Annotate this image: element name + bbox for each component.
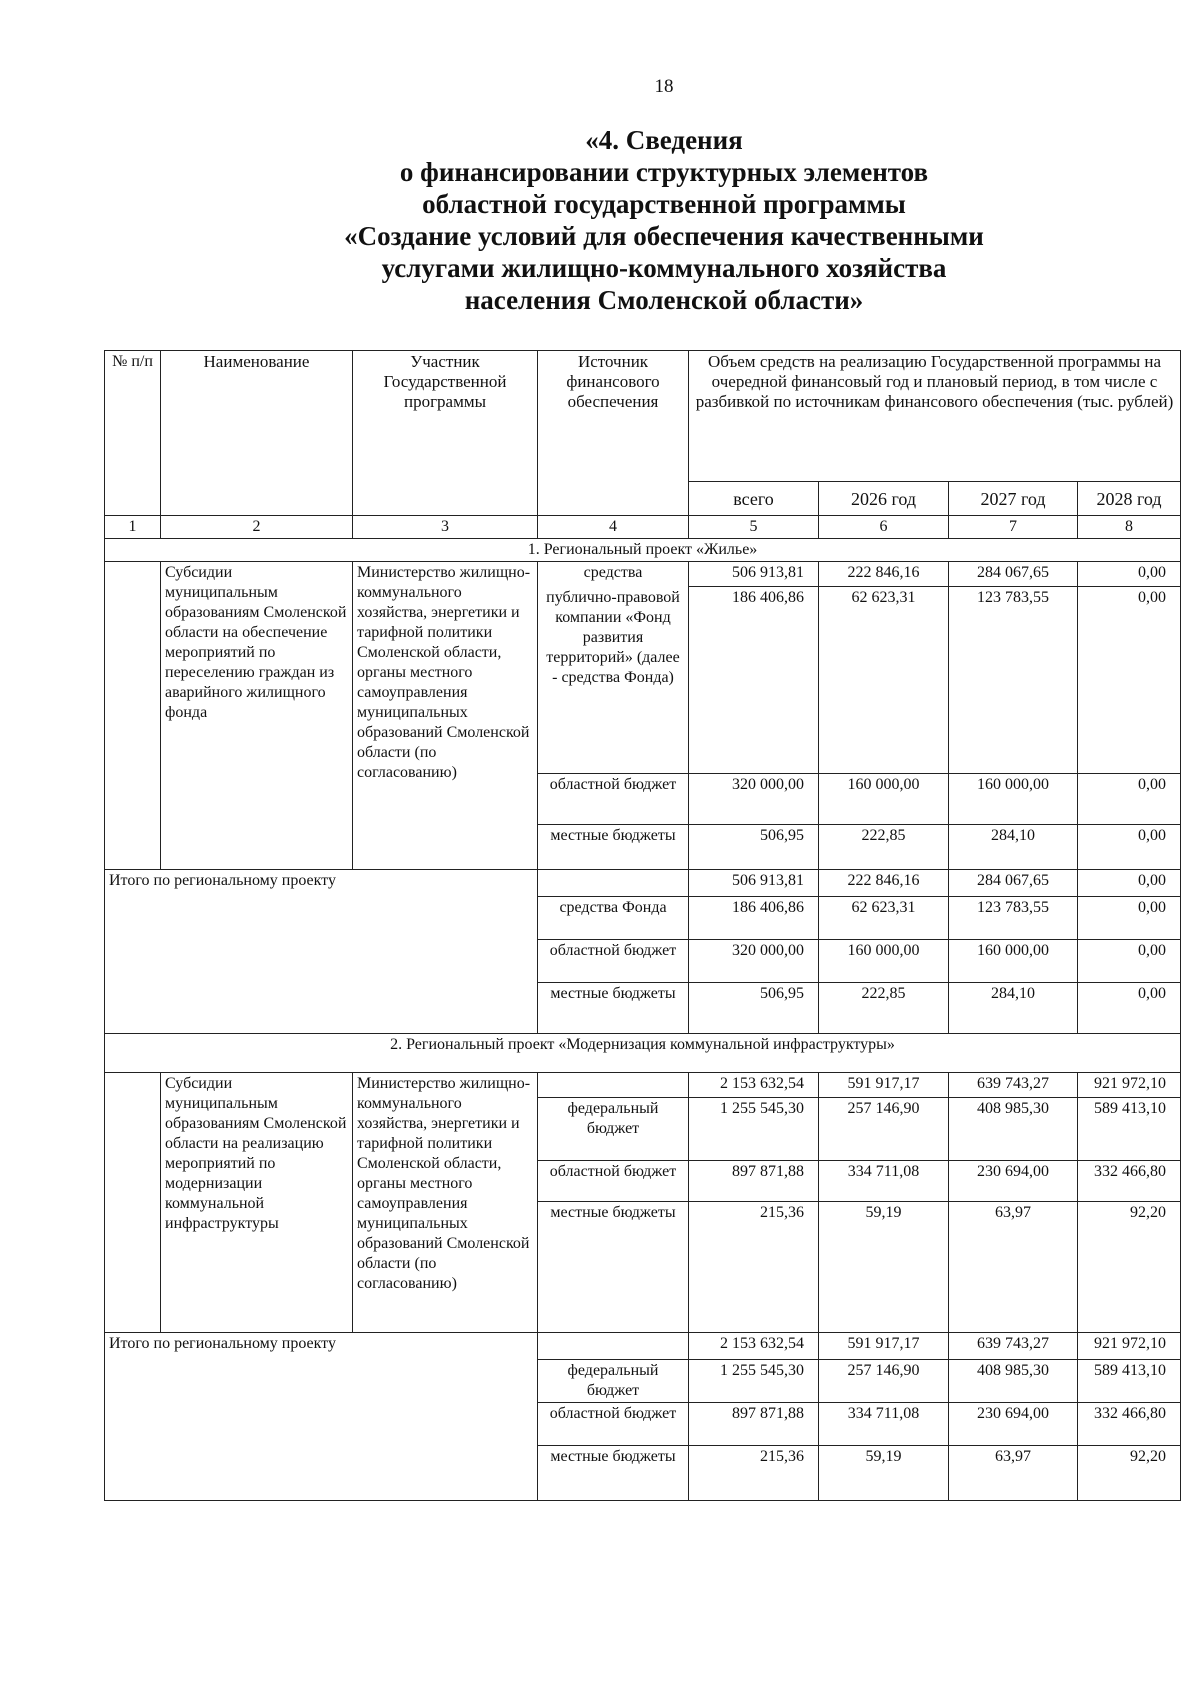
col-number: 8: [1078, 516, 1181, 539]
value-total: 506 913,81: [689, 562, 819, 587]
value-2026: 160 000,00: [819, 773, 949, 824]
value-2028: 92,20: [1078, 1445, 1181, 1500]
value-2027: 408 985,30: [949, 1097, 1078, 1160]
col-number: 2: [161, 516, 353, 539]
value-total: 2 153 632,54: [689, 1072, 819, 1097]
title-line: услугами жилищно-коммунального хозяйства: [381, 253, 947, 283]
value-2027: 230 694,00: [949, 1160, 1078, 1201]
itogo-label: Итого по региональному проекту: [105, 1332, 538, 1500]
col-number: 4: [538, 516, 689, 539]
value-2027: 408 985,30: [949, 1359, 1078, 1402]
value-2026: 257 146,90: [819, 1097, 949, 1160]
row-number-cell: [105, 562, 161, 870]
itogo-source-empty: [538, 1332, 689, 1359]
value-2026: 222 846,16: [819, 869, 949, 896]
measure-participant: Министерство жилищно-коммунального хозяйства, энергетики и тарифной политики Смоленской области, органы местного самоуправления муниципальных образований Смоленской области (по согласованию): [353, 1072, 538, 1332]
value-2026: 62 623,31: [819, 896, 949, 939]
source-federal: федеральный бюджет: [538, 1097, 689, 1160]
header-source: Источник финансового обеспечения: [538, 351, 689, 516]
value-2028: 0,00: [1078, 869, 1181, 896]
value-2026: 591 917,17: [819, 1072, 949, 1097]
value-2028: 332 466,80: [1078, 1160, 1181, 1201]
measure-participant: Министерство жилищно-коммунального хозяйства, энергетики и тарифной политики Смоленской области, органы местного самоуправления муниципальных образований Смоленской области (по согласованию): [353, 562, 538, 870]
measure-name: Субсидии муниципальным образованиям Смоленской области на обеспечение мероприятий по переселению граждан из аварийного жилищного фонда: [161, 562, 353, 870]
value-total: 1 255 545,30: [689, 1359, 819, 1402]
value-2026: 591 917,17: [819, 1332, 949, 1359]
source-local: местные бюджеты: [538, 1201, 689, 1332]
value-2028: 0,00: [1078, 824, 1181, 869]
source-local: местные бюджеты: [538, 824, 689, 869]
value-2027: 63,97: [949, 1445, 1078, 1500]
itogo-source-local: местные бюджеты: [538, 1445, 689, 1500]
value-2027: 123 783,55: [949, 587, 1078, 774]
value-total: 215,36: [689, 1201, 819, 1332]
value-total: 186 406,86: [689, 587, 819, 774]
value-2027: 160 000,00: [949, 939, 1078, 982]
financing-table: [104, 350, 1181, 1501]
itogo-label: Итого по региональному проекту: [105, 869, 538, 1033]
value-2026: 334 711,08: [819, 1402, 949, 1445]
col-number: 3: [353, 516, 538, 539]
title-line: населения Смоленской области»: [464, 285, 864, 315]
col-number: 6: [819, 516, 949, 539]
value-2028: 0,00: [1078, 982, 1181, 1033]
title-line: «4. Сведения: [585, 125, 743, 155]
page-number: 18: [654, 76, 674, 97]
value-total: 320 000,00: [689, 773, 819, 824]
header-total: всего: [689, 482, 819, 516]
section-title-row: [105, 539, 1181, 562]
title-line: областной государственной программы: [422, 189, 906, 219]
itogo-row: [105, 869, 1181, 896]
value-2027: 284 067,65: [949, 869, 1078, 896]
value-2027: 284,10: [949, 824, 1078, 869]
value-2028: 0,00: [1078, 896, 1181, 939]
value-total: 897 871,88: [689, 1160, 819, 1201]
header-2028: 2028 год: [1078, 482, 1181, 516]
itogo-source-local: местные бюджеты: [538, 982, 689, 1033]
value-2027: 284 067,65: [949, 562, 1078, 587]
header-2027: 2027 год: [949, 482, 1078, 516]
document-title: [0, 124, 1200, 316]
col-number: 5: [689, 516, 819, 539]
value-2028: 332 466,80: [1078, 1402, 1181, 1445]
source-regional: областной бюджет: [538, 1160, 689, 1201]
value-2028: 921 972,10: [1078, 1332, 1181, 1359]
itogo-row: [105, 1332, 1181, 1359]
value-2028: 0,00: [1078, 773, 1181, 824]
header-row: [105, 351, 1181, 482]
value-total: 2 153 632,54: [689, 1332, 819, 1359]
title-line: о финансировании структурных элементов: [399, 157, 929, 187]
source-empty: [538, 1072, 689, 1097]
itogo-source-empty: [538, 869, 689, 896]
value-total: 186 406,86: [689, 896, 819, 939]
value-2028: 589 413,10: [1078, 1097, 1181, 1160]
value-total: 215,36: [689, 1445, 819, 1500]
header-2026: 2026 год: [819, 482, 949, 516]
header-volume: Объем средств на реализацию Государственной программы на очередной финансовый год и плановый период, в том числе с разбивкой по источникам финансового обеспечения (тыс. рублей): [689, 351, 1181, 482]
source-fund: публично-правовой компании «Фонд развития территорий» (далее - средства Фонда): [538, 587, 689, 774]
value-2028: 921 972,10: [1078, 1072, 1181, 1097]
value-total: 897 871,88: [689, 1402, 819, 1445]
value-2028: 0,00: [1078, 562, 1181, 587]
value-2027: 639 743,27: [949, 1072, 1078, 1097]
value-2027: 284,10: [949, 982, 1078, 1033]
value-2027: 230 694,00: [949, 1402, 1078, 1445]
value-total: 1 255 545,30: [689, 1097, 819, 1160]
value-total: 506 913,81: [689, 869, 819, 896]
itogo-source-regional: областной бюджет: [538, 1402, 689, 1445]
itogo-source-fund: средства Фонда: [538, 896, 689, 939]
value-total: 320 000,00: [689, 939, 819, 982]
header-num: № п/п: [105, 351, 161, 516]
value-2028: 92,20: [1078, 1201, 1181, 1332]
measure-name: Субсидии муниципальным образованиям Смоленской области на реализацию мероприятий по модернизации коммунальной инфраструктуры: [161, 1072, 353, 1332]
value-2027: 123 783,55: [949, 896, 1078, 939]
value-total: 506,95: [689, 982, 819, 1033]
value-2028: 0,00: [1078, 939, 1181, 982]
header-name: Наименование: [161, 351, 353, 516]
value-2027: 63,97: [949, 1201, 1078, 1332]
value-2026: 257 146,90: [819, 1359, 949, 1402]
section-title-row: [105, 1033, 1181, 1072]
value-2026: 59,19: [819, 1201, 949, 1332]
source-regional: областной бюджет: [538, 773, 689, 824]
value-2026: 334 711,08: [819, 1160, 949, 1201]
value-2026: 222,85: [819, 824, 949, 869]
row-number-cell: [105, 1072, 161, 1332]
section-1-title: 1. Региональный проект «Жилье»: [105, 539, 1181, 562]
itogo-source-federal: федеральный бюджет: [538, 1359, 689, 1402]
table-row: [105, 562, 1181, 587]
value-2028: 589 413,10: [1078, 1359, 1181, 1402]
column-number-row: [105, 516, 1181, 539]
value-2028: 0,00: [1078, 587, 1181, 774]
value-2026: 62 623,31: [819, 587, 949, 774]
value-2026: 222 846,16: [819, 562, 949, 587]
col-number: 7: [949, 516, 1078, 539]
itogo-source-regional: областной бюджет: [538, 939, 689, 982]
value-2027: 160 000,00: [949, 773, 1078, 824]
table-row: [105, 1072, 1181, 1097]
col-number: 1: [105, 516, 161, 539]
value-2026: 59,19: [819, 1445, 949, 1500]
value-2026: 160 000,00: [819, 939, 949, 982]
value-total: 506,95: [689, 824, 819, 869]
title-line: «Создание условий для обеспечения качественными: [344, 221, 984, 251]
section-2-title: 2. Региональный проект «Модернизация коммунальной инфраструктуры»: [105, 1033, 1181, 1072]
header-participant: Участник Государственной программы: [353, 351, 538, 516]
value-2026: 222,85: [819, 982, 949, 1033]
value-2027: 639 743,27: [949, 1332, 1078, 1359]
source-fund-part1: средства: [538, 562, 689, 587]
